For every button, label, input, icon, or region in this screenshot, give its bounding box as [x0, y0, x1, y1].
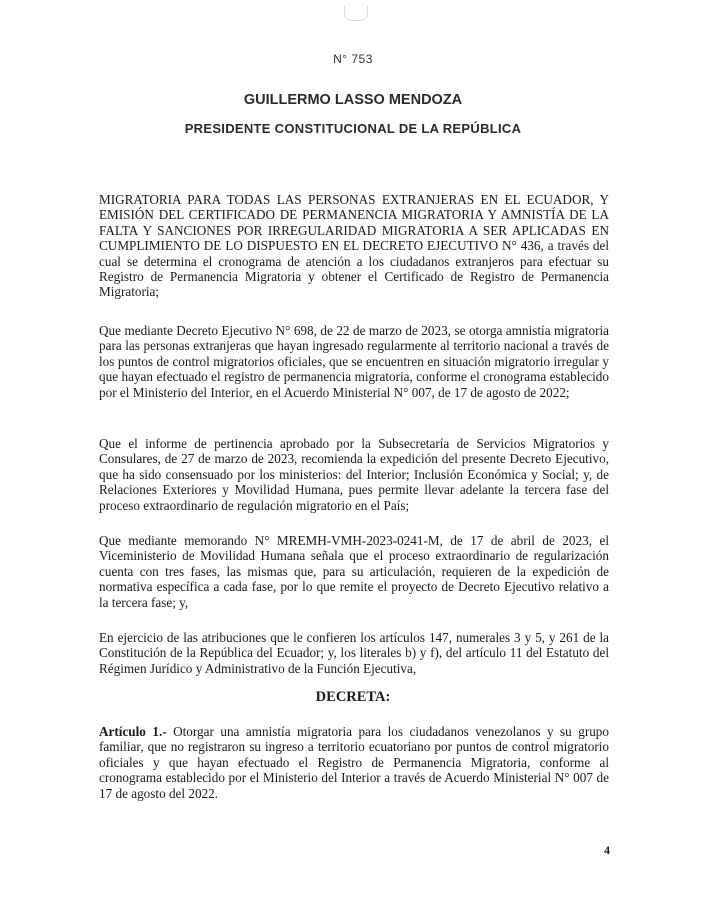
president-name: GUILLERMO LASSO MENDOZA	[243, 92, 463, 108]
article-1-label: Artículo 1.-	[99, 724, 167, 739]
article-1	[99, 724, 609, 801]
paragraph-memorando: Que mediante memorando N° MREMH-VMH-2023-0241-M, de 17 de abril de 2023, el Viceministerio de Movilidad Humana señala que el proceso extraordinario de regularización cuenta con tres fases, las mismas que, para su articulación, requieren de la expedición de normativa específica a cada fase, por lo que remite el proyecto de Decreto Ejecutivo relativo a la tercera fase; y,	[99, 533, 609, 610]
page-number: 4	[604, 843, 610, 857]
paragraph-continuation: MIGRATORIA PARA TODAS LAS PERSONAS EXTRANJERAS EN EL ECUADOR, Y EMISIÓN DEL CERTIFICADO DE PERMANENCIA MIGRATORIA Y AMNISTÍA DE LA FALTA Y SANCIONES POR IRREGULARIDAD MIGRATORIA A SER APLICADAS EN CUMPLIMIENTO DE LO DISPUESTO EN EL DECRETO EJECUTIVO N° 436, a través del cual se determina el cronograma de atención a los ciudadanos extranjeros para efectuar su Registro de Permanencia Migratoria y obtener el Certificado de Registro de Permanencia Migratoria;	[99, 192, 609, 300]
paragraph-decree-698: Que mediante Decreto Ejecutivo N° 698, de 22 de marzo de 2023, se otorga amnistía migratoria para las personas extranjeras que hayan ingresado regularmente al territorio nacional a través de los puntos de control migratorios oficiales, que se encuentren en situación migratorio irregular y que hayan efectuado el registro de permanencia migratoria, conforme el cronograma establecido por el Ministerio del Interior, en el Acuerdo Ministerial N° 007, de 17 de agosto de 2022;	[99, 323, 609, 400]
decree-number: N° 753	[333, 52, 373, 66]
paragraph-atribuciones: En ejercicio de las atribuciones que le confieren los artículos 147, numerales 3 y 5, y 261 de la Constitución de la República del Ecuador; y, los literales b) y f), del artículo 11 del Estatuto del Régimen Jurídico y Administrativo de la Función Ejecutiva,	[99, 630, 609, 676]
faint-seal-mark	[344, 6, 368, 21]
paragraph-informe-pertinencia: Que el informe de pertinencia aprobado por la Subsecretaría de Servicios Migratorios y Consulares, de 27 de marzo de 2023, recomienda la expedición del presente Decreto Ejecutivo, que ha sido consensuado por los ministerios: del Interior; Inclusión Económica y Social; y, de Relaciones Exteriores y Movilidad Humana, pues permite llevar adelante la tercera fase del proceso extraordinario de regulación migratorio en el País;	[99, 436, 609, 513]
decreta-heading: DECRETA:	[315, 689, 391, 705]
article-1-text: Otorgar una amnistía migratoria para los ciudadanos venezolanos y su grupo familiar, que no registraron su ingreso a territorio ecuatoriano por puntos de control migratorio oficiales y que hayan efectuado el Registro de Permanencia Migratoria, conforme al cronograma establecido por el Ministerio del Interior a través de Acuerdo Ministerial N° 007 de 17 de agosto del 2022.	[99, 724, 609, 801]
president-title: PRESIDENTE CONSTITUCIONAL DE LA REPÚBLICA	[184, 121, 522, 136]
